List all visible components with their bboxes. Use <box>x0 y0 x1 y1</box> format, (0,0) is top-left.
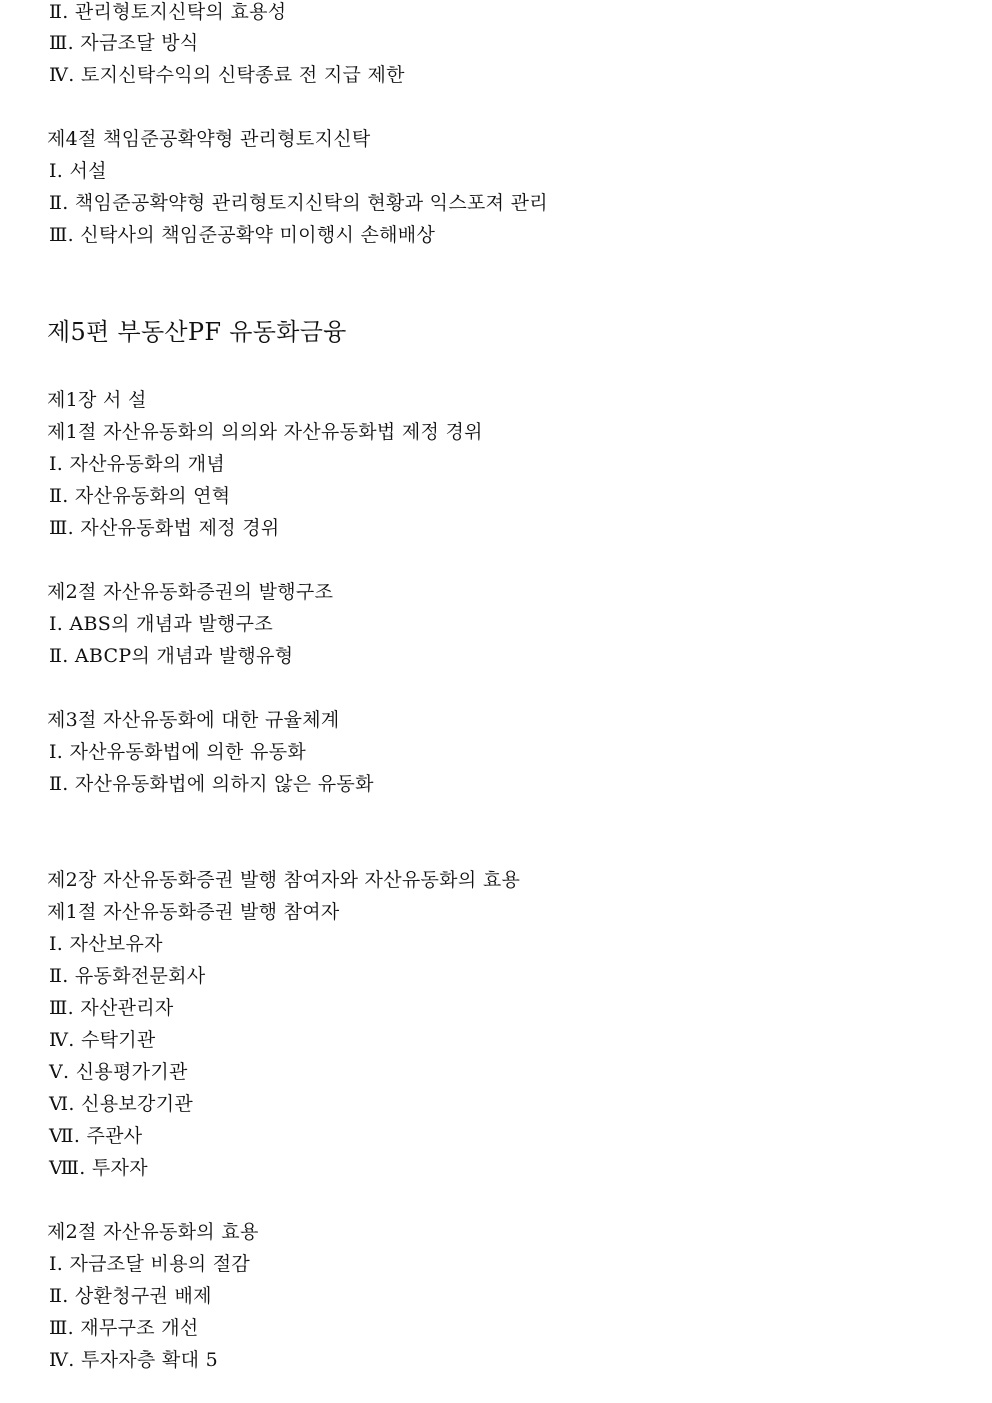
toc-chapter-heading: 제2장 자산유동화증권 발행 참여자와 자산유동화의 효용 <box>47 869 521 891</box>
toc-item: Ⅱ. 상환청구권 배제 <box>49 1285 212 1307</box>
toc-section-heading: 제2절 자산유동화의 효용 <box>47 1221 259 1243</box>
toc-item: Ⅱ. ABCP의 개념과 발행유형 <box>49 645 294 667</box>
toc-item: Ⅳ. 수탁기관 <box>49 1029 156 1051</box>
toc-item: Ⅰ. 자산보유자 <box>49 933 163 955</box>
toc-item: Ⅰ. 서설 <box>49 160 107 182</box>
toc-section-heading: 제1절 자산유동화증권 발행 참여자 <box>47 901 340 923</box>
toc-item: Ⅲ. 신탁사의 책임준공확약 미이행시 손해배상 <box>49 224 436 246</box>
toc-item: Ⅲ. 자산유동화법 제정 경위 <box>49 517 280 539</box>
toc-section-heading: 제4절 책임준공확약형 관리형토지신탁 <box>47 128 371 150</box>
toc-item: Ⅱ. 자산유동화의 연혁 <box>49 485 231 507</box>
toc-item: Ⅳ. 토지신탁수익의 신탁종료 전 지급 제한 <box>49 64 405 86</box>
toc-item: Ⅰ. 자산유동화법에 의한 유동화 <box>49 741 307 763</box>
toc-item: Ⅵ. 신용보강기관 <box>49 1093 194 1115</box>
toc-item: Ⅶ. 주관사 <box>49 1125 143 1147</box>
toc-section-heading: 제3절 자산유동화에 대한 규율체계 <box>47 709 340 731</box>
toc-item: Ⅱ. 책임준공확약형 관리형토지신탁의 현황과 익스포져 관리 <box>49 192 548 214</box>
toc-item: Ⅱ. 유동화전문회사 <box>49 965 206 987</box>
toc-item: Ⅲ. 재무구조 개선 <box>49 1317 199 1339</box>
toc-item: Ⅰ. 자산유동화의 개념 <box>49 453 226 475</box>
toc-chapter-heading: 제1장 서 설 <box>47 389 147 411</box>
toc-part-heading: 제5편 부동산PF 유동화금융 <box>47 318 347 346</box>
toc-item: Ⅰ. 자금조달 비용의 절감 <box>49 1253 251 1275</box>
toc-item: Ⅷ. 투자자 <box>49 1157 148 1179</box>
toc-item: Ⅴ. 신용평가기관 <box>49 1061 188 1083</box>
toc-item: Ⅳ. 투자자층 확대 5 <box>49 1349 218 1371</box>
toc-item: Ⅲ. 자금조달 방식 <box>49 32 199 54</box>
toc-section-heading: 제2절 자산유동화증권의 발행구조 <box>47 581 334 603</box>
toc-item: Ⅰ. ABS의 개념과 발행구조 <box>49 613 273 635</box>
toc-item: Ⅲ. 자산관리자 <box>49 997 174 1019</box>
toc-item: Ⅱ. 자산유동화법에 의하지 않은 유동화 <box>49 773 374 795</box>
toc-item: Ⅱ. 관리형토지신탁의 효용성 <box>49 1 287 23</box>
toc-section-heading: 제1절 자산유동화의 의의와 자산유동화법 제정 경위 <box>47 421 483 443</box>
